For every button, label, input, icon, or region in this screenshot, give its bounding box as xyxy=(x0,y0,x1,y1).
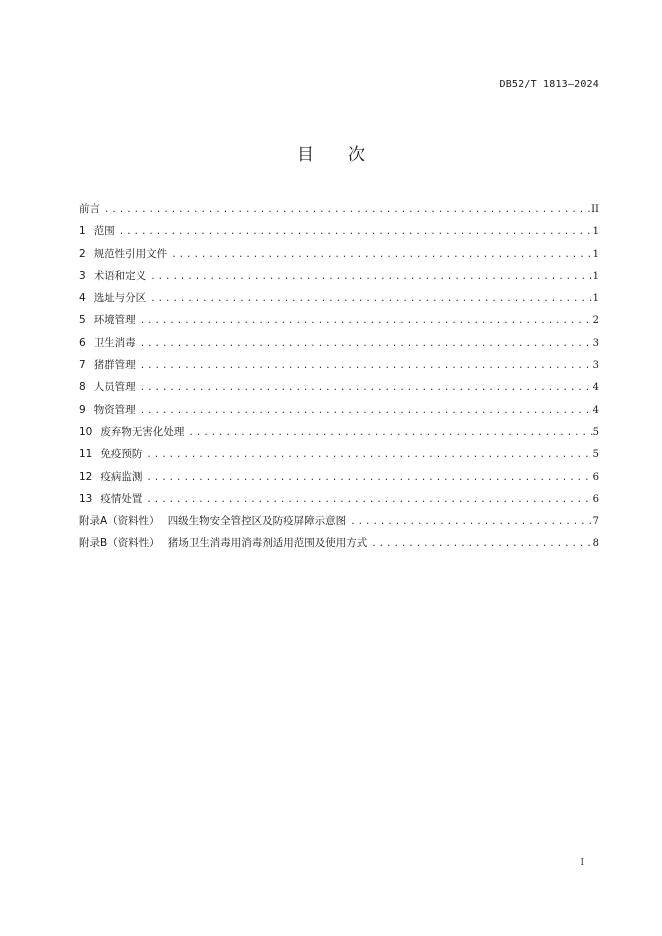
toc-entry-4[interactable] xyxy=(79,287,599,309)
toc-leader-dots xyxy=(136,400,593,422)
toc-entry-page: 1 xyxy=(592,293,599,305)
toc-title-char-1: 目 xyxy=(297,145,314,165)
toc-leader-dots xyxy=(146,266,592,288)
toc-entry-label: 范围 xyxy=(93,225,115,238)
toc-entry-label: 物资管理 xyxy=(93,403,136,416)
toc-leader-dots xyxy=(136,355,593,377)
toc-entry-label: 猪场卫生消毒用消毒剂适用范围及使用方式 xyxy=(167,537,368,550)
toc-entry-7[interactable] xyxy=(79,354,599,376)
toc-leader-dots xyxy=(136,310,593,332)
toc-entry-number: 2 xyxy=(79,247,86,260)
toc-entry-11[interactable] xyxy=(79,443,599,465)
toc-entry-10[interactable] xyxy=(79,421,599,443)
toc-entry-1[interactable] xyxy=(79,220,599,242)
toc-entry-label: 废弃物无害化处理 xyxy=(100,425,185,438)
toc-entry-annex-a[interactable] xyxy=(79,510,599,532)
toc-entry-annex-b[interactable] xyxy=(79,532,599,554)
toc-entry-label: 四级生物安全管控区及防疫屏障示意图 xyxy=(167,515,347,528)
toc-leader-dots xyxy=(136,377,593,399)
toc-entry-page: 5 xyxy=(592,426,599,438)
toc-entry-number: 8 xyxy=(79,381,86,394)
toc-entry-number: 附录A（资料性） xyxy=(79,515,160,528)
toc-title xyxy=(0,140,662,165)
toc-entry-12[interactable] xyxy=(79,466,599,488)
toc-entry-13[interactable] xyxy=(79,488,599,510)
toc-entry-number: 附录B（资料性） xyxy=(79,537,160,550)
toc-entry-page: 6 xyxy=(592,493,599,505)
toc-leader-dots xyxy=(367,533,592,555)
toc-list xyxy=(79,198,599,555)
toc-title-char-2: 次 xyxy=(348,145,365,165)
toc-leader-dots xyxy=(146,288,592,310)
toc-entry-label: 术语和定义 xyxy=(93,269,147,282)
toc-entry-number: 13 xyxy=(79,492,93,505)
toc-entry-number: 9 xyxy=(79,403,86,416)
toc-entry-page: 4 xyxy=(592,382,599,394)
toc-entry-label: 规范性引用文件 xyxy=(93,247,168,260)
toc-entry-label: 选址与分区 xyxy=(93,292,147,305)
toc-leader-dots xyxy=(100,199,591,221)
toc-entry-page: 3 xyxy=(592,337,599,349)
toc-entry-foreword[interactable] xyxy=(79,198,599,220)
toc-leader-dots xyxy=(142,467,592,489)
toc-entry-page: 7 xyxy=(592,516,599,528)
toc-entry-9[interactable] xyxy=(79,399,599,421)
toc-leader-dots xyxy=(115,221,593,243)
toc-entry-page: 1 xyxy=(592,226,599,238)
toc-entry-page: 8 xyxy=(592,538,599,550)
toc-entry-6[interactable] xyxy=(79,332,599,354)
toc-entry-3[interactable] xyxy=(79,265,599,287)
toc-entry-2[interactable] xyxy=(79,243,599,265)
toc-entry-number: 10 xyxy=(79,425,93,438)
toc-entry-page: 1 xyxy=(592,248,599,260)
toc-entry-number: 12 xyxy=(79,470,93,483)
toc-leader-dots xyxy=(142,444,592,466)
page-number: I xyxy=(580,858,584,868)
toc-entry-number: 7 xyxy=(79,359,86,372)
toc-entry-page: 2 xyxy=(592,315,599,327)
toc-entry-label: 前言 xyxy=(79,203,100,215)
toc-entry-number: 3 xyxy=(79,269,86,282)
toc-entry-page: 5 xyxy=(592,449,599,461)
toc-entry-label: 猪群管理 xyxy=(93,359,136,372)
toc-entry-label: 人员管理 xyxy=(93,381,136,394)
toc-entry-label: 疫情处置 xyxy=(100,492,143,505)
toc-entry-number: 6 xyxy=(79,336,86,349)
toc-entry-number: 4 xyxy=(79,292,86,305)
toc-entry-8[interactable] xyxy=(79,376,599,398)
toc-entry-page: II xyxy=(591,204,599,215)
toc-leader-dots xyxy=(167,244,592,266)
toc-leader-dots xyxy=(346,511,592,533)
toc-entry-label: 免疫预防 xyxy=(100,448,143,461)
toc-entry-number: 1 xyxy=(79,225,86,238)
toc-entry-label: 疫病监测 xyxy=(100,470,143,483)
toc-entry-5[interactable] xyxy=(79,309,599,331)
toc-entry-page: 4 xyxy=(592,404,599,416)
document-code: DB52/T 1813—2024 xyxy=(499,79,599,90)
toc-entry-page: 6 xyxy=(592,471,599,483)
toc-leader-dots xyxy=(184,422,592,444)
toc-leader-dots xyxy=(136,333,593,355)
toc-entry-page: 1 xyxy=(592,270,599,282)
toc-entry-number: 5 xyxy=(79,314,86,327)
toc-entry-number: 11 xyxy=(79,448,93,461)
toc-entry-label: 卫生消毒 xyxy=(93,336,136,349)
toc-entry-page: 3 xyxy=(592,360,599,372)
toc-leader-dots xyxy=(142,489,592,511)
toc-entry-label: 环境管理 xyxy=(93,314,136,327)
